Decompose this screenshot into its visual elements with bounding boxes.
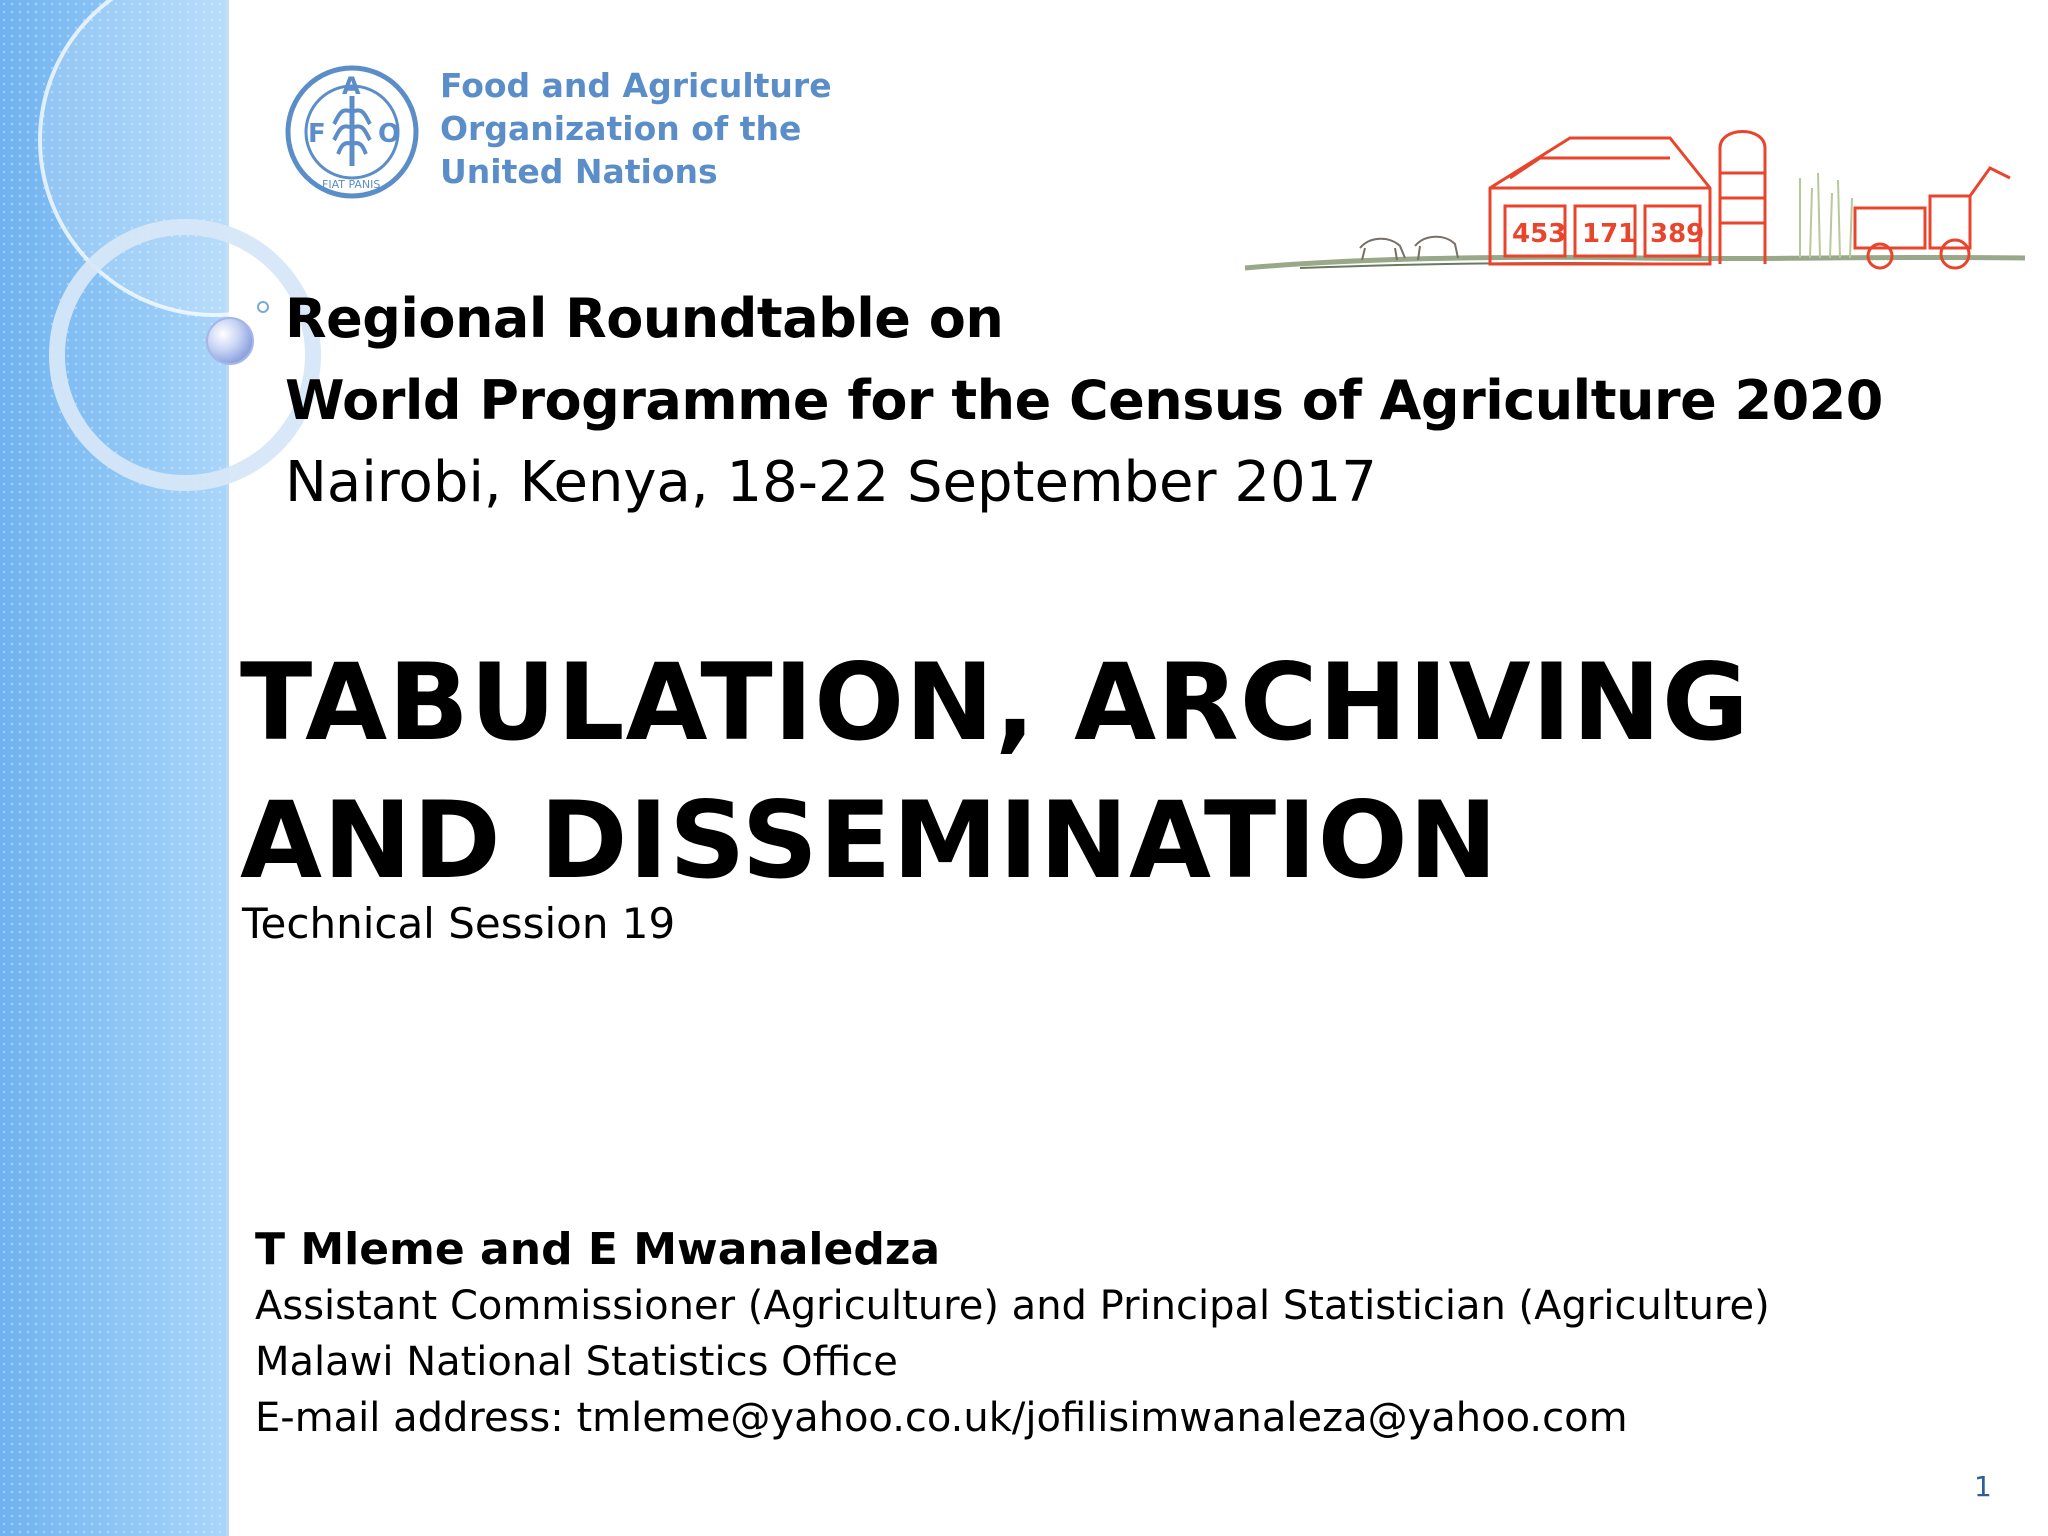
page-number: 1 xyxy=(1974,1470,1992,1503)
logo-letter-f: F xyxy=(308,119,326,149)
event-heading xyxy=(285,278,1883,524)
slide-title xyxy=(240,634,1750,910)
organization-name-line: Organization of the xyxy=(440,109,802,148)
author-names: T Mleme and E Mwanaledza xyxy=(255,1224,941,1275)
author-roles: Assistant Commissioner (Agriculture) and Principal Statistician (Agriculture) xyxy=(255,1283,1770,1329)
author-email: E-mail address: tmleme@yahoo.co.uk/jofilisimwanaleza@yahoo.com xyxy=(255,1395,1628,1441)
slide-title-line-2: AND DISSEMINATION xyxy=(240,779,1499,902)
organization-name-line: Food and Agriculture xyxy=(440,66,832,105)
slide-title-line-1: TABULATION, ARCHIVING xyxy=(240,641,1750,764)
logo-motto: FIAT PANIS xyxy=(322,178,381,191)
fao-logo-icon xyxy=(282,62,422,202)
event-location-date: Nairobi, Kenya, 18-22 September 2017 xyxy=(285,450,1377,515)
organization-name-line: United Nations xyxy=(440,152,718,191)
logo-letter-o: O xyxy=(378,119,401,149)
deco-orb xyxy=(207,318,253,364)
farm-illustration xyxy=(1240,118,2030,278)
bullet-ring-icon xyxy=(257,301,269,313)
barn-number: 171 xyxy=(1582,219,1637,249)
logo-letter-a: A xyxy=(342,72,361,100)
barn-number: 389 xyxy=(1650,219,1705,249)
event-line-2: World Programme for the Census of Agriculture 2020 xyxy=(285,369,1883,432)
event-line-1: Regional Roundtable on xyxy=(285,287,1004,350)
barn-number: 453 xyxy=(1512,219,1567,249)
slide-subtitle: Technical Session 19 xyxy=(242,899,676,948)
author-office: Malawi National Statistics Office xyxy=(255,1339,898,1385)
organization-name xyxy=(440,64,832,193)
authors-block xyxy=(255,1222,1770,1446)
